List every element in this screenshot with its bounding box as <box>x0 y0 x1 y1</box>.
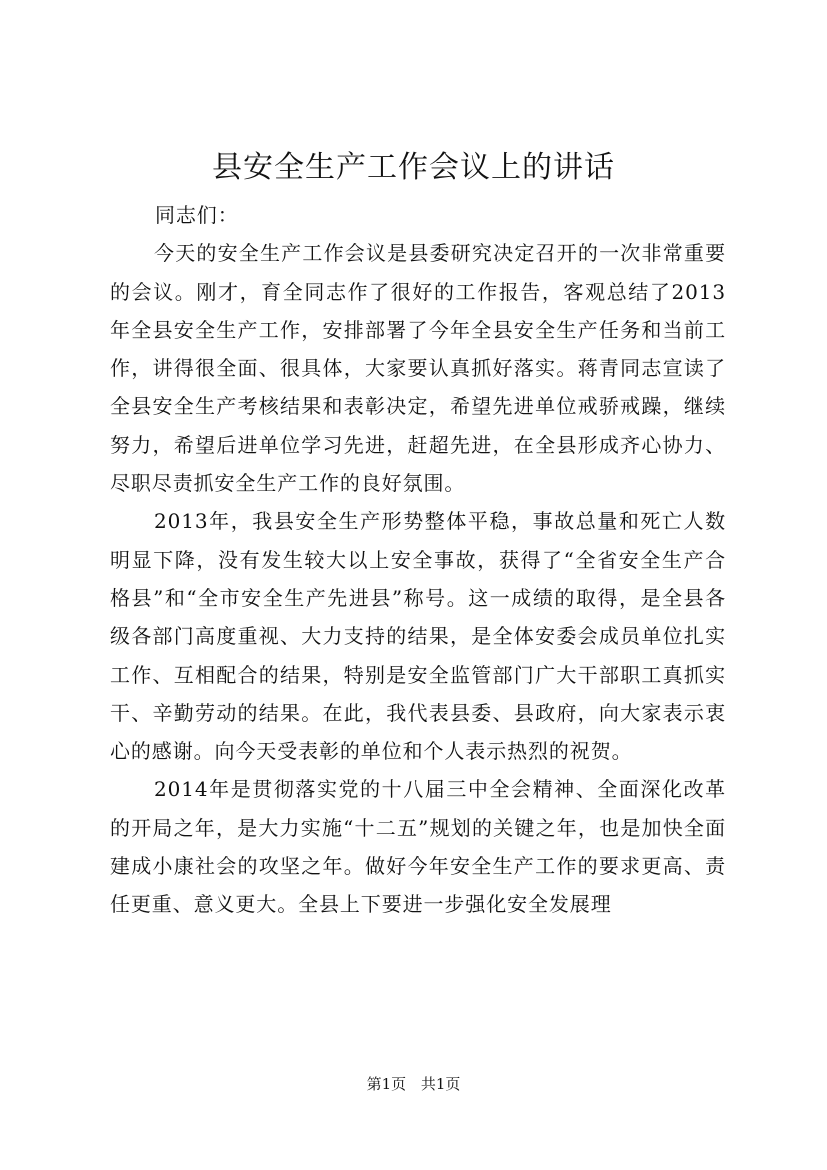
body-paragraph-3: 2014年是贯彻落实党的十八届三中全会精神、全面深化改革的开局之年，是大力实施“十二五”规划的关键之年，也是加快全面建成小康社会的攻坚之年。做好今年安全生产工作的要求更高、责任更重、意义更大。全县上下要进一步强化安全发展理 <box>110 777 726 917</box>
document-body <box>110 196 726 924</box>
page-footer <box>0 1074 827 1094</box>
document-title: 县安全生产工作会议上的讲话 <box>212 150 615 185</box>
greeting-line: 同志们： <box>155 203 239 227</box>
body-paragraph-2: 2013年，我县安全生产形势整体平稳，事故总量和死亡人数明显下降，没有发生较大以上安全事故，获得了“全省安全生产合格县”和“全市安全生产先进县”称号。这一成绩的取得，是全县各级各部门高度重视、大力支持的结果，是全体安委会成员单位扎实工作、互相配合的结果，特别是安全监管部门广大干部职工真抓实干、辛勤劳动的结果。在此，我代表县委、县政府，向大家表示衷心的感谢。向今天受表彰的单位和个人表示热烈的祝贺。 <box>110 509 726 764</box>
page-total: 共1页 <box>420 1075 461 1093</box>
page-number: 第1页 <box>366 1075 407 1093</box>
body-paragraph-1: 今天的安全生产工作会议是县委研究决定召开的一次非常重要的会议。刚才，育全同志作了很好的工作报告，客观总结了2013年全县安全生产工作，安排部署了今年全县安全生产任务和当前工作，讲得很全面、很具体，大家要认真抓好落实。蒋青同志宣读了全县安全生产考核结果和表彰决定，希望先进单位戒骄戒躁，继续努力，希望后进单位学习先进，赶超先进，在全县形成齐心协力、尽职尽责抓安全生产工作的良好氛围。 <box>110 241 726 496</box>
